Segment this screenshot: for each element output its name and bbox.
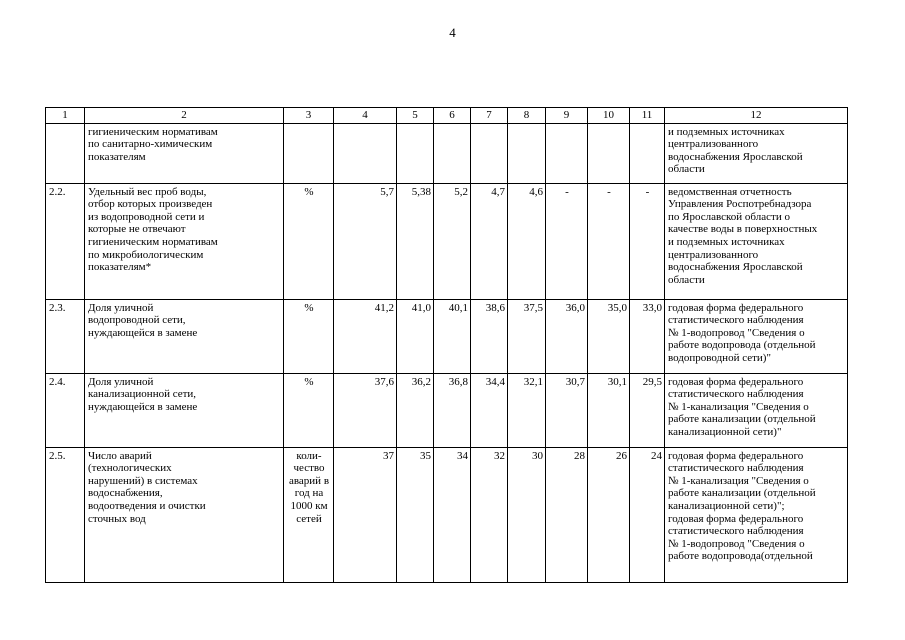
value-cell: 24: [630, 447, 665, 582]
value-cell: 35,0: [588, 299, 630, 373]
value-cell: [471, 123, 508, 183]
indicator-name-line: показателям: [88, 150, 146, 163]
source-cell-line: качестве воды в поверхностных: [668, 223, 818, 236]
value-cell: 32,1: [508, 373, 546, 447]
indicator-name-line: Число аварий: [88, 449, 152, 462]
indicator-name-line: канализационной сети,: [88, 388, 197, 401]
value-cell: [630, 123, 665, 183]
source-cell-line: № 1-канализация "Сведения о: [668, 474, 809, 487]
header-cell: 11: [630, 108, 665, 124]
indicator-name-line: нарушений) в системах: [88, 474, 198, 487]
unit-cell-line: год на: [294, 487, 324, 500]
source-cell-line: области: [668, 273, 705, 286]
table-row: [46, 447, 848, 582]
value-cell: 5,7: [334, 183, 397, 299]
unit-cell-line: %: [304, 375, 314, 388]
unit-cell-line: коли-: [296, 449, 322, 462]
value-cell: 40,1: [434, 299, 471, 373]
value-cell: 33,0: [630, 299, 665, 373]
indicator-name-line: показателям*: [88, 261, 152, 274]
source-cell-line: водоснабжения Ярославской: [668, 150, 803, 163]
indicator-name-line: гигиеническим нормативам: [88, 125, 218, 138]
header-cell: 5: [397, 108, 434, 124]
value-cell: -: [546, 183, 588, 299]
source-cell-line: работе канализации (отдельной: [668, 487, 816, 500]
indicator-name-line: водоотведения и очистки: [88, 499, 206, 512]
source-cell-line: централизованного: [668, 138, 759, 151]
source-cell-line: № 1-водопровод "Сведения о: [668, 326, 805, 339]
source-cell-line: статистического наблюдения: [668, 462, 804, 475]
source-cell-line: статистического наблюдения: [668, 388, 804, 401]
unit-cell: [284, 183, 334, 299]
source-cell-line: годовая форма федерального: [668, 512, 804, 525]
source-cell-line: работе водопровода (отдельной: [668, 339, 816, 352]
indicator-name-line: Доля уличной: [88, 375, 154, 388]
value-cell: 26: [588, 447, 630, 582]
indicator-name: [85, 183, 284, 299]
value-cell: 28: [546, 447, 588, 582]
indicator-name-line: Доля уличной: [88, 301, 154, 314]
unit-cell: [284, 123, 334, 183]
header-cell: 9: [546, 108, 588, 124]
value-cell: 37,6: [334, 373, 397, 447]
header-cell: 7: [471, 108, 508, 124]
row-number: 2.5.: [46, 447, 85, 582]
value-cell: 5,2: [434, 183, 471, 299]
page-number: 4: [449, 25, 456, 40]
header-cell: 1: [46, 108, 85, 124]
value-cell: 30: [508, 447, 546, 582]
unit-cell: [284, 373, 334, 447]
indicator-name: [85, 123, 284, 183]
value-cell: 37: [334, 447, 397, 582]
row-number: 2.3.: [46, 299, 85, 373]
header-cell: 3: [284, 108, 334, 124]
value-cell: 29,5: [630, 373, 665, 447]
source-cell: [665, 183, 848, 299]
source-cell-line: работе канализации (отдельной: [668, 413, 816, 426]
value-cell: 30,7: [546, 373, 588, 447]
source-cell: [665, 123, 848, 183]
value-cell: 41,2: [334, 299, 397, 373]
source-cell-line: Управления Роспотребнадзора: [668, 198, 812, 211]
source-cell-line: ведомственная отчетность: [668, 185, 792, 198]
indicators-table: [45, 107, 848, 583]
source-cell-line: канализационной сети)": [668, 425, 782, 438]
indicator-name-line: водопроводной сети,: [88, 314, 186, 327]
value-cell: [434, 123, 471, 183]
source-cell-line: работе водопровода(отдельной: [668, 550, 813, 563]
indicator-name: [85, 373, 284, 447]
table-row: [46, 373, 848, 447]
source-cell-line: области: [668, 163, 705, 176]
indicator-name-line: отбор которых произведен: [88, 198, 213, 211]
source-cell-line: № 1-водопровод "Сведения о: [668, 537, 805, 550]
indicator-name-line: по микробиологическим: [88, 248, 204, 261]
source-cell-line: годовая форма федерального: [668, 301, 804, 314]
indicator-name-line: из водопроводной сети и: [88, 210, 205, 223]
table-header-row: [46, 108, 848, 124]
indicator-name: [85, 299, 284, 373]
header-cell: 4: [334, 108, 397, 124]
indicator-name-line: нуждающейся в замене: [88, 326, 198, 339]
header-cell: 6: [434, 108, 471, 124]
source-cell-line: годовая форма федерального: [668, 375, 804, 388]
indicator-name-line: сточных вод: [88, 512, 146, 525]
source-cell-line: статистического наблюдения: [668, 525, 804, 538]
value-cell: [334, 123, 397, 183]
unit-cell-line: аварий в: [288, 474, 330, 487]
indicator-name: [85, 447, 284, 582]
value-cell: [588, 123, 630, 183]
value-cell: 32: [471, 447, 508, 582]
indicator-name-line: водоснабжения,: [88, 487, 163, 500]
source-cell-line: канализационной сети)";: [668, 499, 785, 512]
value-cell: 34,4: [471, 373, 508, 447]
value-cell: 30,1: [588, 373, 630, 447]
value-cell: 35: [397, 447, 434, 582]
header-cell: 2: [85, 108, 284, 124]
source-cell: [665, 373, 848, 447]
indicator-name-line: Удельный вес проб воды,: [88, 185, 207, 198]
source-cell-line: водопроводной сети)": [668, 351, 771, 364]
source-cell-line: водоснабжения Ярославской: [668, 261, 803, 274]
value-cell: 37,5: [508, 299, 546, 373]
value-cell: 36,2: [397, 373, 434, 447]
value-cell: 4,6: [508, 183, 546, 299]
indicator-name-line: (технологических: [88, 462, 172, 475]
table-row: [46, 299, 848, 373]
unit-cell: [284, 447, 334, 582]
source-cell-line: № 1-канализация "Сведения о: [668, 400, 809, 413]
unit-cell-line: %: [304, 185, 314, 198]
value-cell: [508, 123, 546, 183]
value-cell: 5,38: [397, 183, 434, 299]
value-cell: [397, 123, 434, 183]
value-cell: -: [588, 183, 630, 299]
unit-cell-line: чество: [293, 462, 325, 475]
source-cell-line: годовая форма федерального: [668, 449, 804, 462]
source-cell-line: по Ярославской области о: [668, 210, 790, 223]
row-number: 2.2.: [46, 183, 85, 299]
source-cell-line: статистического наблюдения: [668, 314, 804, 327]
value-cell: -: [630, 183, 665, 299]
header-cell: 10: [588, 108, 630, 124]
table-row: [46, 183, 848, 299]
value-cell: 38,6: [471, 299, 508, 373]
source-cell-line: централизованного: [668, 248, 759, 261]
value-cell: 41,0: [397, 299, 434, 373]
unit-cell: [284, 299, 334, 373]
unit-cell-line: %: [304, 301, 314, 314]
indicator-name-line: нуждающейся в замене: [88, 400, 198, 413]
table-row: [46, 123, 848, 183]
value-cell: 34: [434, 447, 471, 582]
indicator-name-line: по санитарно-химическим: [88, 138, 213, 151]
source-cell: [665, 299, 848, 373]
indicator-name-line: которые не отвечают: [88, 223, 186, 236]
source-cell-line: и подземных источниках: [668, 235, 785, 248]
value-cell: 4,7: [471, 183, 508, 299]
row-number: 2.4.: [46, 373, 85, 447]
row-number: [46, 123, 85, 183]
unit-cell-line: сетей: [296, 512, 322, 525]
unit-cell-line: 1000 км: [290, 499, 328, 512]
source-cell: [665, 447, 848, 582]
header-cell: 12: [665, 108, 848, 124]
header-cell: 8: [508, 108, 546, 124]
value-cell: 36,0: [546, 299, 588, 373]
value-cell: 36,8: [434, 373, 471, 447]
value-cell: [546, 123, 588, 183]
indicator-name-line: гигиеническим нормативам: [88, 235, 218, 248]
source-cell-line: и подземных источниках: [668, 125, 785, 138]
